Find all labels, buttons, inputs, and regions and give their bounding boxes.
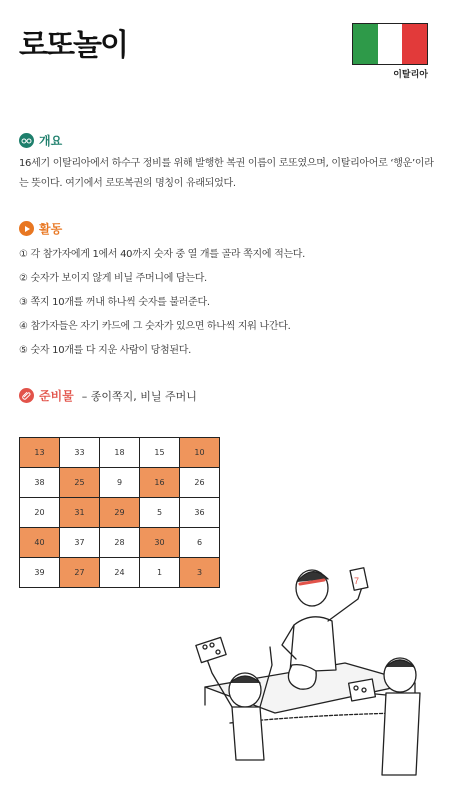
lotto-cell: 38	[20, 468, 60, 498]
lotto-cell-marked: 3	[180, 558, 220, 588]
lotto-cell: 20	[20, 498, 60, 528]
page-title: 로또놀이	[19, 28, 127, 63]
activity-step: ② 숫자가 보이지 않게 비닐 주머니에 담는다.	[19, 273, 207, 284]
lotto-cell-marked: 10	[180, 438, 220, 468]
activity-step: ④ 참가자들은 자기 카드에 그 숫자가 있으면 하나씩 지워 나간다.	[19, 321, 291, 332]
preparation-heading	[19, 387, 197, 404]
lotto-cell: 18	[100, 438, 140, 468]
overview-text: 16세기 이탈리아에서 하수구 정비를 위해 발행한 복권 이름이 로또였으며, 이탈리아어로 ‘행운’이라는 뜻이다. 여기에서 로또복권의 명칭이 유래되었다.	[19, 158, 434, 189]
lotto-cell: 6	[180, 528, 220, 558]
activity-heading	[19, 220, 62, 237]
flag-stripe-red	[402, 24, 427, 64]
lotto-cell: 33	[60, 438, 100, 468]
lotto-cell-marked: 27	[60, 558, 100, 588]
activity-heading-label: 활동	[39, 222, 63, 236]
overview-heading	[19, 132, 62, 149]
activity-step: ⑤ 숫자 10개를 다 지운 사람이 당첨된다.	[19, 345, 191, 356]
flag-stripe-green	[353, 24, 378, 64]
activity-step: ③ 쪽지 10개를 꺼내 하나씩 숫자를 불러준다.	[19, 297, 210, 308]
lotto-cell-marked: 30	[140, 528, 180, 558]
lotto-cell: 15	[140, 438, 180, 468]
preparation-items: – 종이쪽지, 비닐 주머니	[81, 389, 197, 403]
activity-step: ① 각 참가자에게 1에서 40까지 숫자 중 열 개를 골라 쪽지에 적는다.	[19, 249, 306, 260]
lotto-cell: 9	[100, 468, 140, 498]
paperclip-icon	[19, 388, 34, 403]
preparation-heading-label: 준비물	[39, 389, 74, 403]
lotto-cell: 24	[100, 558, 140, 588]
country-name: 이탈리아	[393, 70, 428, 80]
lotto-cell-marked: 31	[60, 498, 100, 528]
flag-stripe-white	[378, 24, 403, 64]
lotto-cell-marked: 16	[140, 468, 180, 498]
lotto-cell: 36	[180, 498, 220, 528]
lotto-cell-marked: 40	[20, 528, 60, 558]
lotto-cell: 37	[60, 528, 100, 558]
lotto-cell: 26	[180, 468, 220, 498]
lotto-cell: 1	[140, 558, 180, 588]
glasses-icon	[19, 133, 34, 148]
play-icon	[19, 221, 34, 236]
lotto-cell-marked: 13	[20, 438, 60, 468]
overview-heading-label: 개요	[39, 134, 63, 148]
children-playing-lotto-illustration	[190, 555, 449, 789]
lotto-cell: 39	[20, 558, 60, 588]
svg-text:7: 7	[354, 576, 360, 586]
activity-steps	[19, 243, 305, 363]
italy-flag-icon	[352, 23, 428, 65]
lotto-cell-marked: 29	[100, 498, 140, 528]
lotto-cell: 28	[100, 528, 140, 558]
lotto-cell: 5	[140, 498, 180, 528]
lotto-cell-marked: 25	[60, 468, 100, 498]
